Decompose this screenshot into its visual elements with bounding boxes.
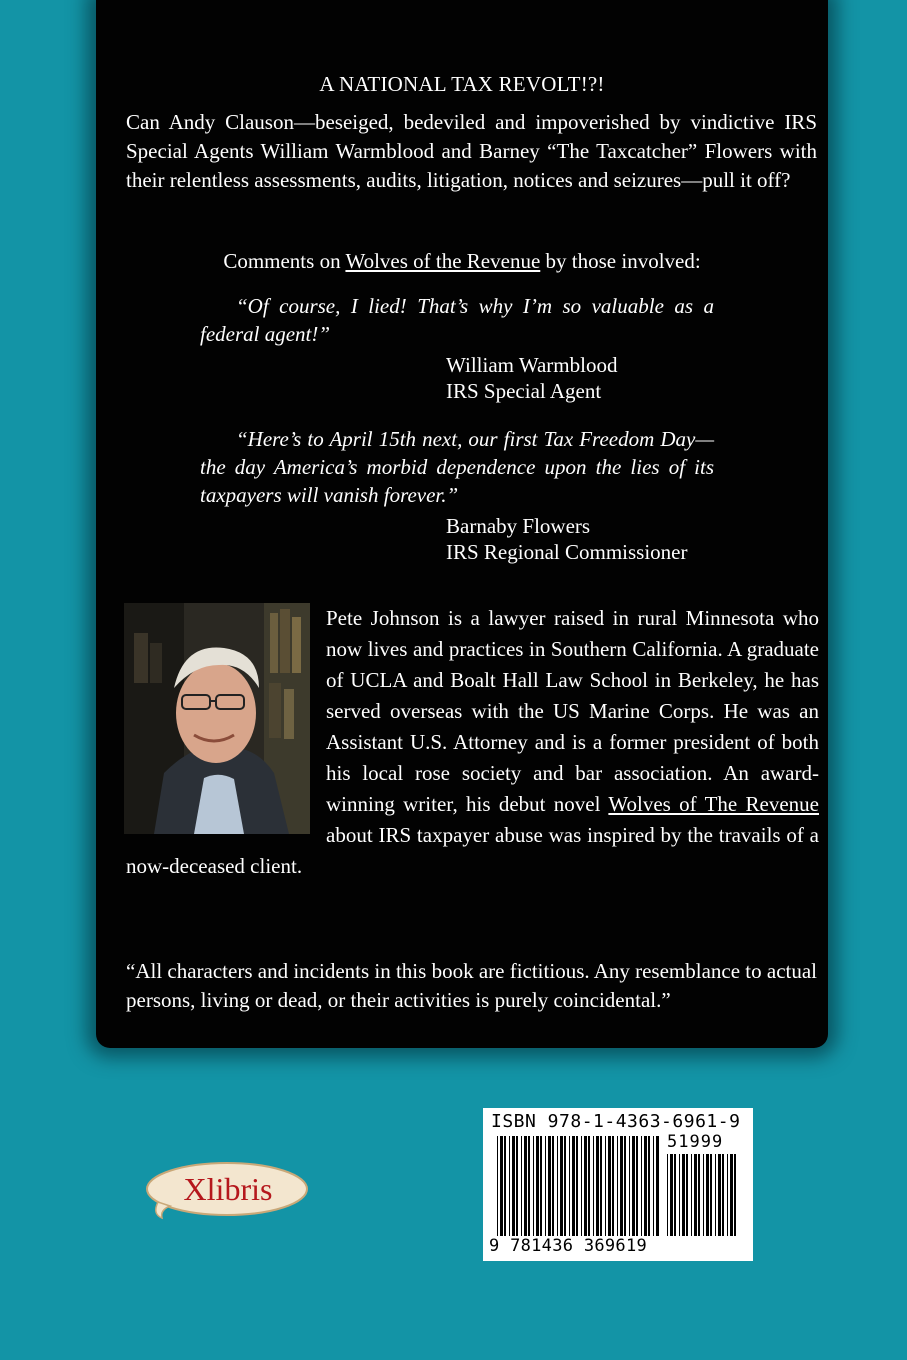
- barcode-bar: [528, 1136, 530, 1236]
- barcode-bar: [569, 1136, 570, 1236]
- barcode-bar: [540, 1136, 542, 1236]
- author-bio-part2: about IRS taxpayer abuse was inspired by the travails of a now-deceased client.: [126, 823, 819, 878]
- barcode-bar: [636, 1136, 638, 1236]
- comments-prefix: Comments on: [223, 249, 346, 273]
- barcode-bar: [552, 1136, 554, 1236]
- barcode-bar: [629, 1136, 630, 1236]
- barcode-bar: [560, 1136, 563, 1236]
- attribution-warmblood: [446, 352, 617, 404]
- barcode-bar: [557, 1136, 558, 1236]
- attribution-flowers: [446, 513, 688, 565]
- attribution-role: IRS Regional Commissioner: [446, 540, 688, 564]
- comments-heading: [96, 249, 828, 274]
- barcode-bar: [722, 1154, 724, 1236]
- barcode-bars: [497, 1136, 661, 1236]
- barcode-bar: [572, 1136, 575, 1236]
- barcode-bar: [653, 1136, 654, 1236]
- barcode-bar: [617, 1136, 618, 1236]
- barcode-bar: [600, 1136, 602, 1236]
- quote-flowers: “Here’s to April 15th next, our first Tax Freedom Day—the day America’s morbid dependence upon the lies of its taxpayers will vanish forever.”: [200, 427, 714, 507]
- attribution-role: IRS Special Agent: [446, 379, 602, 403]
- barcode-addon-bars: [667, 1154, 739, 1236]
- svg-text:Xlibris: Xlibris: [183, 1171, 273, 1207]
- ean-digits: 9 781436 369619: [489, 1236, 648, 1256]
- barcode-bar: [548, 1136, 551, 1236]
- barcode-bar: [644, 1136, 647, 1236]
- barcode-bar: [500, 1136, 503, 1236]
- barcode-bar: [727, 1154, 728, 1236]
- price-code: 51999: [667, 1132, 724, 1152]
- barcode-bar: [584, 1136, 587, 1236]
- disclaimer: “All characters and incidents in this book are fictitious. Any resemblance to actual persons, living or dead, or their activities is purely coincidental.”: [126, 959, 818, 1012]
- barcode-bar: [521, 1136, 522, 1236]
- back-cover-panel: [96, 0, 828, 1048]
- barcode-bar: [670, 1154, 673, 1236]
- barcode-bar: [730, 1154, 733, 1236]
- attribution-name: Barnaby Flowers: [446, 514, 591, 538]
- barcode-bar: [536, 1136, 539, 1236]
- barcode-bar: [497, 1136, 498, 1236]
- barcode-bar: [674, 1154, 676, 1236]
- author-bio-book-title: Wolves of The Revenue: [608, 792, 819, 816]
- barcode-bar: [624, 1136, 626, 1236]
- barcode-label: [483, 1108, 753, 1261]
- barcode-bar: [516, 1136, 518, 1236]
- barcode-bar: [509, 1136, 510, 1236]
- barcode-bar: [648, 1136, 650, 1236]
- barcode-bar: [679, 1154, 680, 1236]
- barcode-bar: [632, 1136, 635, 1236]
- barcode-bar: [734, 1154, 736, 1236]
- barcode-bar: [710, 1154, 712, 1236]
- author-bio: [126, 603, 819, 882]
- barcode-bar: [576, 1136, 578, 1236]
- barcode-bar: [524, 1136, 527, 1236]
- quote-warmblood: “Of course, I lied! That’s why I’m so valuable as a federal agent!”: [200, 294, 714, 346]
- barcode-bar: [596, 1136, 599, 1236]
- barcode-bar: [667, 1154, 668, 1236]
- barcode-bar: [656, 1136, 659, 1236]
- barcode-bar: [593, 1136, 594, 1236]
- attribution-name: William Warmblood: [446, 353, 618, 377]
- barcode-bar: [504, 1136, 506, 1236]
- barcode-bar: [564, 1136, 566, 1236]
- barcode-bar: [533, 1136, 534, 1236]
- barcode-bar: [588, 1136, 590, 1236]
- barcode-bar: [706, 1154, 709, 1236]
- barcode-bar: [512, 1136, 515, 1236]
- barcode-bar: [691, 1154, 692, 1236]
- barcode-bar: [641, 1136, 642, 1236]
- author-bio-part1: Pete Johnson is a lawyer raised in rural Minnesota who now lives and practices in Southern California. A graduate of UCLA and Boalt Hall Law School in Berkeley, he has served overseas with the US Marine Corps. He was an Assistant U.S. Attorney and is a former president of both his local rose society and bar association. An award-winning writer, his debut novel: [326, 606, 819, 816]
- barcode-bar: [694, 1154, 697, 1236]
- barcode-bar: [608, 1136, 611, 1236]
- xlibris-logo: [144, 1160, 310, 1220]
- barcode-bar: [682, 1154, 685, 1236]
- barcode-bar: [718, 1154, 721, 1236]
- headline: A NATIONAL TAX REVOLT!?!: [319, 72, 605, 96]
- barcode-bar: [698, 1154, 700, 1236]
- isbn-text: ISBN 978-1-4363-6961-9: [491, 1111, 741, 1132]
- comments-suffix: by those involved:: [540, 249, 701, 273]
- comments-book-title: Wolves of the Revenue: [345, 249, 541, 273]
- barcode-bar: [620, 1136, 623, 1236]
- barcode-bar: [545, 1136, 546, 1236]
- barcode-bar: [605, 1136, 606, 1236]
- photo-spacer: [126, 603, 326, 851]
- barcode-bar: [703, 1154, 704, 1236]
- barcode-bar: [581, 1136, 582, 1236]
- barcode-bar: [686, 1154, 688, 1236]
- barcode-bar: [715, 1154, 716, 1236]
- barcode-bar: [612, 1136, 614, 1236]
- intro-paragraph: Can Andy Clauson—beseiged, bedeviled and impoverished by vindictive IRS Special Agents William Warmblood and Barney “The Taxcatcher” Flowers with their relentless assessments, audits, litigation, notices and seizures—pull it off?: [126, 110, 817, 192]
